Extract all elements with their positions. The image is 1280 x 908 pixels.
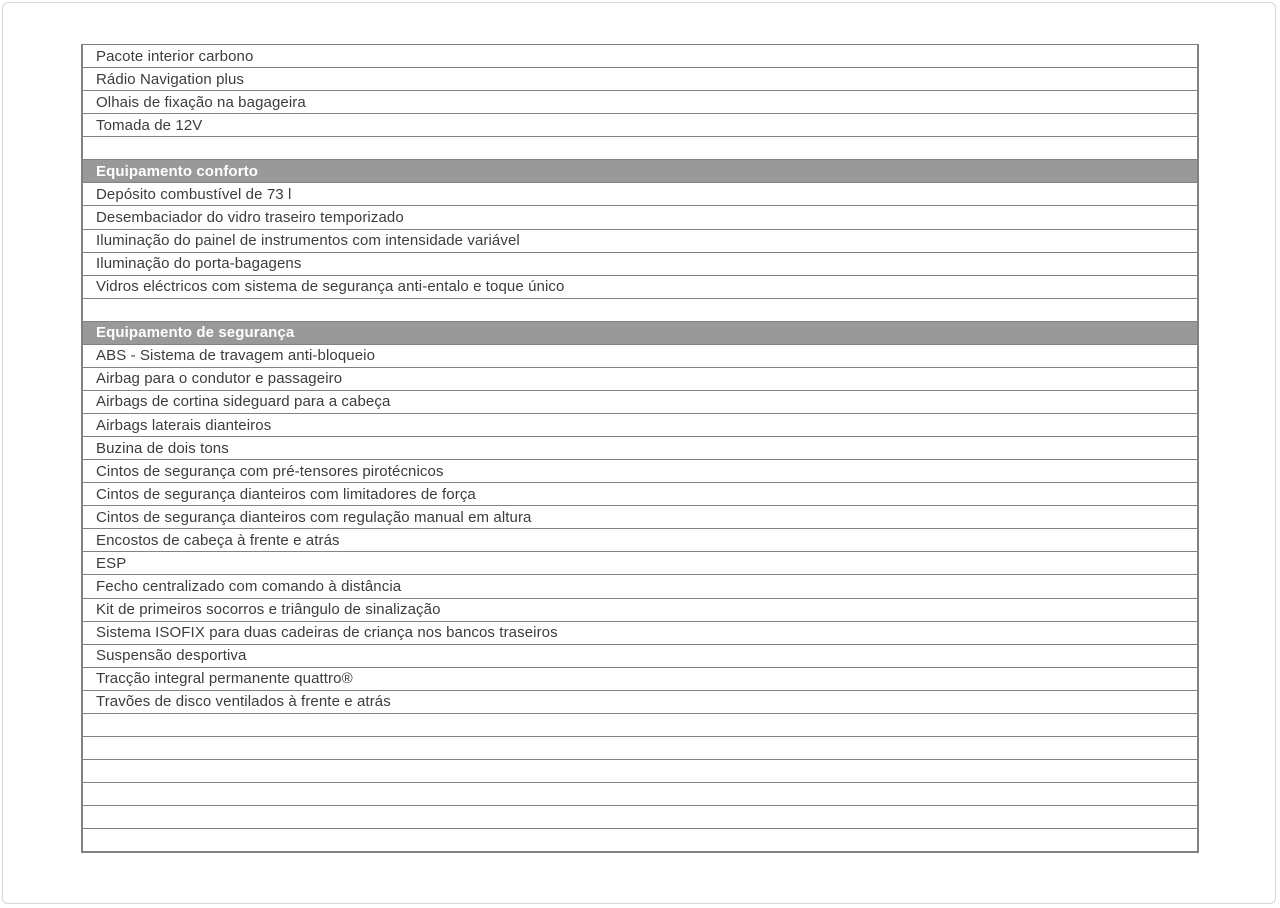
row-label: Cintos de segurança com pré-tensores pirotécnicos	[96, 462, 444, 480]
equipment-table	[81, 44, 1199, 853]
row-label: Depósito combustível de 73 l	[96, 185, 292, 203]
row-label: Olhais de fixação na bagageira	[96, 93, 306, 111]
row-label: Suspensão desportiva	[96, 647, 247, 665]
row-label: Airbags de cortina sideguard para a cabeça	[96, 393, 391, 411]
table-row	[83, 506, 1197, 529]
section-header-label: Equipamento conforto	[96, 162, 258, 180]
table-row	[83, 230, 1197, 253]
row-label: ESP	[96, 554, 127, 572]
table-row	[83, 529, 1197, 552]
table-row	[83, 483, 1197, 506]
row-label: Vidros eléctricos com sistema de segurança anti-entalo e toque único	[96, 278, 565, 296]
table-row	[83, 622, 1197, 645]
table-row	[83, 68, 1197, 91]
table-row	[83, 691, 1197, 714]
spacer-row	[83, 137, 1197, 160]
section-header-row	[83, 160, 1197, 183]
section-header-row	[83, 322, 1197, 345]
table-row	[83, 91, 1197, 114]
row-label: Fecho centralizado com comando à distância	[96, 577, 402, 595]
spacer-row	[83, 737, 1197, 760]
row-label: Travões de disco ventilados à frente e atrás	[96, 693, 391, 711]
spacer-row	[83, 783, 1197, 806]
table-row	[83, 645, 1197, 668]
row-label: Encostos de cabeça à frente e atrás	[96, 531, 340, 549]
spacer-row	[83, 714, 1197, 737]
spacer-row	[83, 299, 1197, 322]
spacer-row	[83, 829, 1197, 851]
row-label: Sistema ISOFIX para duas cadeiras de criança nos bancos traseiros	[96, 624, 558, 642]
section-header-label: Equipamento de segurança	[96, 324, 295, 342]
row-label: Desembaciador do vidro traseiro temporizado	[96, 208, 404, 226]
table-row	[83, 552, 1197, 575]
row-label: ABS - Sistema de travagem anti-bloqueio	[96, 347, 376, 365]
table-row	[83, 114, 1197, 137]
table-row	[83, 276, 1197, 299]
table-row	[83, 45, 1197, 68]
row-label: Pacote interior carbono	[96, 47, 254, 65]
table-row	[83, 414, 1197, 437]
table-row	[83, 599, 1197, 622]
spacer-row	[83, 760, 1197, 783]
table-row	[83, 253, 1197, 276]
table-row	[83, 460, 1197, 483]
row-label: Kit de primeiros socorros e triângulo de sinalização	[96, 601, 441, 619]
spacer-row	[83, 806, 1197, 829]
page-frame	[2, 2, 1276, 904]
row-label: Tracção integral permanente quattro®	[96, 670, 353, 688]
table-row	[83, 391, 1197, 414]
table-row	[83, 575, 1197, 598]
row-label: Cintos de segurança dianteiros com regulação manual em altura	[96, 508, 532, 526]
table-row	[83, 183, 1197, 206]
row-label: Rádio Navigation plus	[96, 70, 245, 88]
row-label: Cintos de segurança dianteiros com limitadores de força	[96, 485, 476, 503]
table-row	[83, 668, 1197, 691]
table-row	[83, 437, 1197, 460]
row-label: Airbag para o condutor e passageiro	[96, 370, 343, 388]
table-row	[83, 206, 1197, 229]
table-row	[83, 368, 1197, 391]
row-label: Buzina de dois tons	[96, 439, 229, 457]
table-row	[83, 345, 1197, 368]
row-label: Iluminação do painel de instrumentos com intensidade variável	[96, 232, 520, 250]
row-label: Airbags laterais dianteiros	[96, 416, 272, 434]
row-label: Tomada de 12V	[96, 116, 203, 134]
row-label: Iluminação do porta-bagagens	[96, 255, 302, 273]
